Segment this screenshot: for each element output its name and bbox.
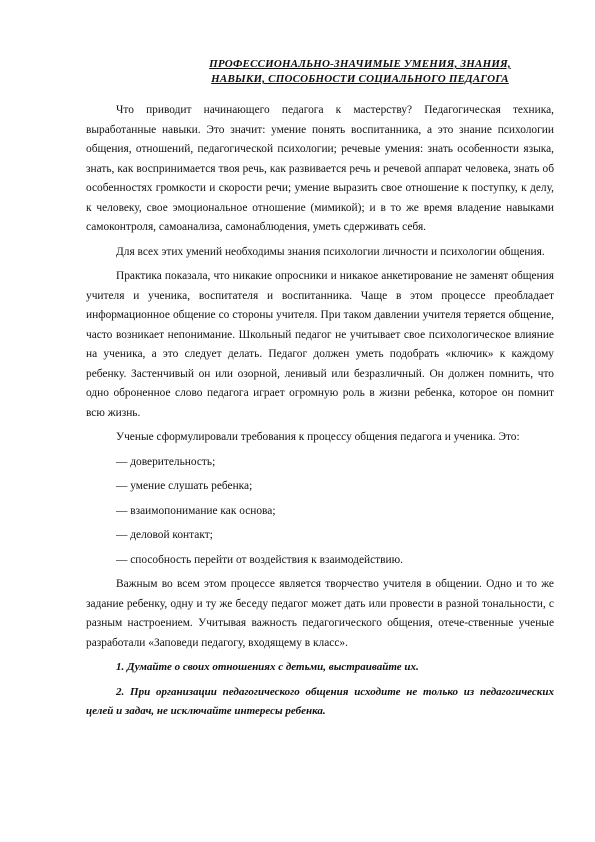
title-line-1: ПРОФЕССИОНАЛЬНО-ЗНАЧИМЫЕ УМЕНИЯ, ЗНАНИЯ, [209,58,511,70]
commandment-1: 1. Думайте о своих отношениях с детьми, выстраивайте их. [116,661,419,673]
paragraph-requirements-intro: Ученые сформулировали требования к процессу общения педагога и ученика. Это: [116,431,520,443]
list-item: — деловой контакт; [116,529,213,541]
list-item: — доверительность; [116,455,216,468]
page-title [170,57,550,87]
paragraph-mastery: Что приводит начинающего педагога к мастерству? Педагогическая техника, выработанные навыки. Это значит: умение понять воспитанника, а это знание психологии общения, отношений, педагогической психологии; речевые умения: знать особенности языка, знать, как воспринимается твоя речь, как развивается речь и речевой аппарат человека, знать об особенностях громкости и скорости речи; умение выразить свое отношение к поступку, к делу, к человеку, свое эмоциональное отношение (мимикой); и в то же время владение навыками самоконтроля, самоанализа, самонаблюдения, уметь сдерживать себя. [86,104,554,233]
paragraph-creativity: Важным во всем этом процессе является творчество учителя в общении. Одно и то же задание ребенку, одну и ту же беседу педагог может дать или провести в разной тональности, с разным настроением. Учитывая важность педагогического общения, отече-ственные ученые разработали «Заповеди педагогу, входящему в класс». [86,578,554,649]
document-body [86,101,554,722]
paragraph-practice: Практика показала, что никакие опросники и никакое анкетирование не заменят общения учителя и ученика, воспитателя и воспитанника. Чаще в этом процессе преобладает информационное общение со стороны учителя. При таком давлении учителя теряется общение, часто возникает непонимание. Школьный педагог не учитывает свое психологическое влияние на ученика, а это следует делать. Педагог должен уметь подобрать «ключик» к каждому ребенку. Застенчивый он или озорной, ленивый или безразличный. Он должен помнить, что одно оброненное слово педагога играет огромную роль в жизни ребенка, которое он помнит всю жизнь. [86,270,554,419]
title-line-2: НАВЫКИ, СПОСОБНОСТИ СОЦИАЛЬНОГО ПЕДАГОГА [211,73,509,85]
list-item: — способность перейти от воздействия к взаимодействию. [116,553,403,566]
list-item: — взаимопонимание как основа; [116,504,276,517]
commandment-2: 2. При организации педагогического общения исходите не только из педагогических целей и задач, не исключайте интересы ребенка. [86,685,554,717]
paragraph-knowledge: Для всех этих умений необходимы знания психологии личности и психологии общения. [116,245,545,258]
list-item: — умение слушать ребенка; [116,480,253,492]
